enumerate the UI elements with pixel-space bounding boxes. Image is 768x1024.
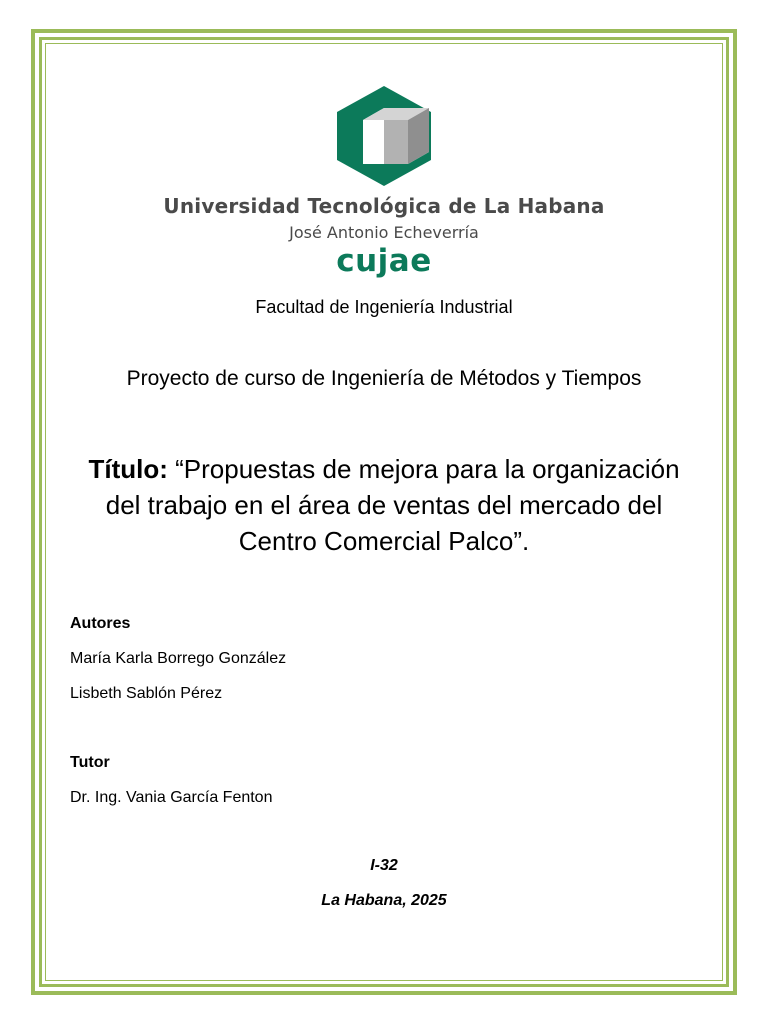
author-name: Lisbeth Sablón Pérez: [70, 685, 223, 702]
tutor-heading: Tutor: [70, 754, 110, 771]
university-short-name: cujae: [336, 243, 432, 279]
document-code: I-32: [370, 857, 398, 874]
title-text: “Propuestas de mejora para la organización del trabajo en el área de ventas del mercado del Centro Comercial Palco”.: [105, 454, 680, 556]
title-label: Título:: [88, 454, 168, 484]
project-name: Proyecto de curso de Ingeniería de Métodos y Tiempos: [126, 367, 642, 390]
university-subtitle: José Antonio Echeverría: [289, 223, 479, 242]
faculty-name: Facultad de Ingeniería Industrial: [255, 297, 513, 317]
author-name: María Karla Borrego González: [70, 650, 287, 667]
place-date: La Habana, 2025: [321, 892, 447, 909]
document-title: [70, 451, 698, 559]
university-name: Universidad Tecnológica de La Habana: [163, 194, 605, 218]
authors-heading: Autores: [70, 615, 131, 632]
cujae-logo-icon: [337, 86, 431, 186]
tutor-name: Dr. Ing. Vania García Fenton: [70, 789, 273, 806]
